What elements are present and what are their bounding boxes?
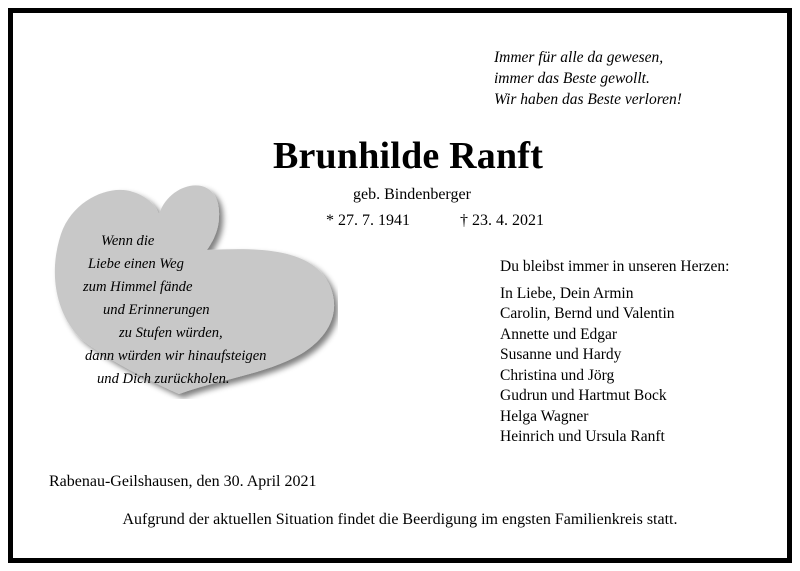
family-list — [500, 257, 780, 448]
family-member: Annette und Edgar — [500, 325, 618, 343]
quote-line: Wir haben das Beste verloren! — [494, 91, 682, 108]
life-dates — [326, 210, 544, 232]
family-member: Gudrun und Hartmut Bock — [500, 387, 667, 404]
poem-line: zu Stufen würden, — [119, 325, 223, 341]
birth-name: geb. Bindenberger — [353, 186, 471, 203]
place-and-date: Rabenau-Geilshausen, den 30. April 2021 — [49, 473, 317, 490]
poem-line: Wenn die — [101, 233, 155, 249]
family-member: Christina und Jörg — [500, 366, 615, 384]
poem-line: zum Himmel fände — [83, 279, 193, 295]
quote-line: Immer für alle da gewesen, — [494, 49, 664, 66]
family-member: Helga Wagner — [500, 407, 589, 425]
death-date: † 23. 4. 2021 — [460, 212, 544, 229]
obituary-content — [13, 13, 787, 558]
family-member: Carolin, Bernd und Valentin — [500, 305, 675, 322]
family-member: Susanne und Hardy — [500, 346, 622, 363]
deceased-name: Brunhilde Ranft — [272, 135, 544, 177]
poem-line: und Erinnerungen — [103, 302, 210, 318]
birth-date: * 27. 7. 1941 — [326, 212, 410, 229]
obituary-frame — [8, 8, 792, 563]
poem-line: dann würden wir hinaufsteigen — [85, 348, 267, 364]
poem-line: Liebe einen Weg — [88, 256, 184, 272]
heart-poem — [51, 174, 338, 399]
quote-line: immer das Beste gewollt. — [494, 70, 650, 87]
heart-graphic — [51, 174, 338, 399]
top-quote — [494, 47, 774, 110]
family-heading: Du bleibst immer in unseren Herzen: — [500, 258, 730, 275]
funeral-notice: Aufgrund der aktuellen Situation findet die Beerdigung im engsten Familienkreis statt. — [122, 511, 678, 528]
family-member: In Liebe, Dein Armin — [500, 284, 634, 302]
poem-line: und Dich zurückholen. — [97, 371, 230, 387]
family-member: Heinrich und Ursula Ranft — [500, 428, 665, 445]
